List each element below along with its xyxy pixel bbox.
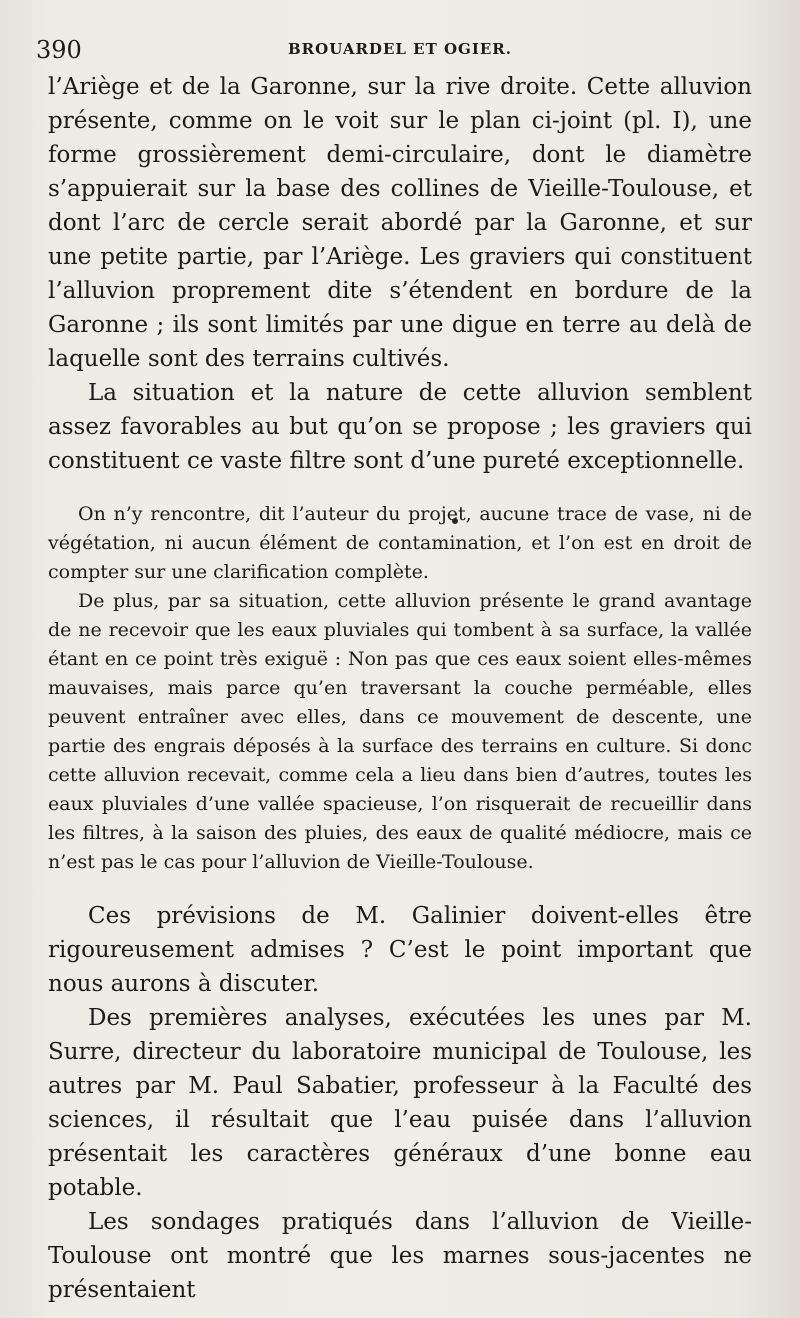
paragraph-situation: La situation et la nature de cette alluvion semblent assez favorables au but qu’on se propose ; les graviers qui constituent ce vaste filtre sont d’une pureté exceptionnelle. [48,380,752,474]
main-section-1 [48,70,752,478]
main-section-2 [48,899,752,1307]
paragraph-alluvion-description: l’Ariège et de la Garonne, sur la rive droite. Cette alluvion présente, comme on le voit sur le plan ci-joint (pl. I), une forme grossièrement demi-circulaire, dont le diamètre s’appuierait sur la base des collines de Vieille-Toulouse, et dont l’arc de cercle serait abordé par la Garonne, et sur une petite partie, par l’Ariège. Les graviers qui constituent l’alluvion proprement dite s’étendent en bordure de la Garonne ; ils sont limités par une digue en terre au delà de laquelle sont des terrains cultivés. [48,74,752,372]
paragraph-previsions: Ces prévisions de M. Galinier doivent-elles être rigoureusement admises ? C’est le point important que nous aurons à discuter. [48,903,752,997]
paragraph-analyses: Des premières analyses, exécutées les unes par M. Surre, directeur du laboratoire municipal de Toulouse, les autres par M. Paul Sabatier, professeur à la Faculté des sciences, il résultait que l’eau puisée dans l’alluvion présentait les caractères généraux d’une bonne eau potable. [48,1005,752,1201]
running-head: BROUARDEL ET OGIER. [288,40,512,58]
body-text [48,70,752,1307]
paragraph-quote-rencontre: On n’y rencontre, dit l’auteur du projet, aucune trace de vase, ni de végétation, ni aucun élément de contamination, et l’on est en droit de compter sur une clarification complète. [48,503,752,583]
page-number: 390 [36,36,82,64]
quoted-section [48,500,752,877]
page-header [36,36,764,68]
paragraph-sondages: Les sondages pratiqués dans l’alluvion de Vieille-Toulouse ont montré que les marnes sous-jacentes ne présentaient [48,1209,752,1303]
paragraph-quote-situation: De plus, par sa situation, cette alluvion présente le grand avantage de ne recevoir que les eaux pluviales qui tombent à sa surface, la vallée étant en ce point très exiguë : Non pas que ces eaux soient elles-mêmes mauvaises, mais parce qu’en traversant la couche perméable, elles peuvent entraîner avec elles, dans ce mouvement de descente, une partie des engrais déposés à la surface des terrains en culture. Si donc cette alluvion recevait, comme cela a lieu dans bien d’autres, toutes les eaux pluviales d’une vallée spacieuse, l’on risquerait de recueillir dans les filtres, à la saison des pluies, des eaux de qualité médiocre, mais ce n’est pas le cas pour l’alluvion de Vieille-Toulouse. [48,590,752,873]
